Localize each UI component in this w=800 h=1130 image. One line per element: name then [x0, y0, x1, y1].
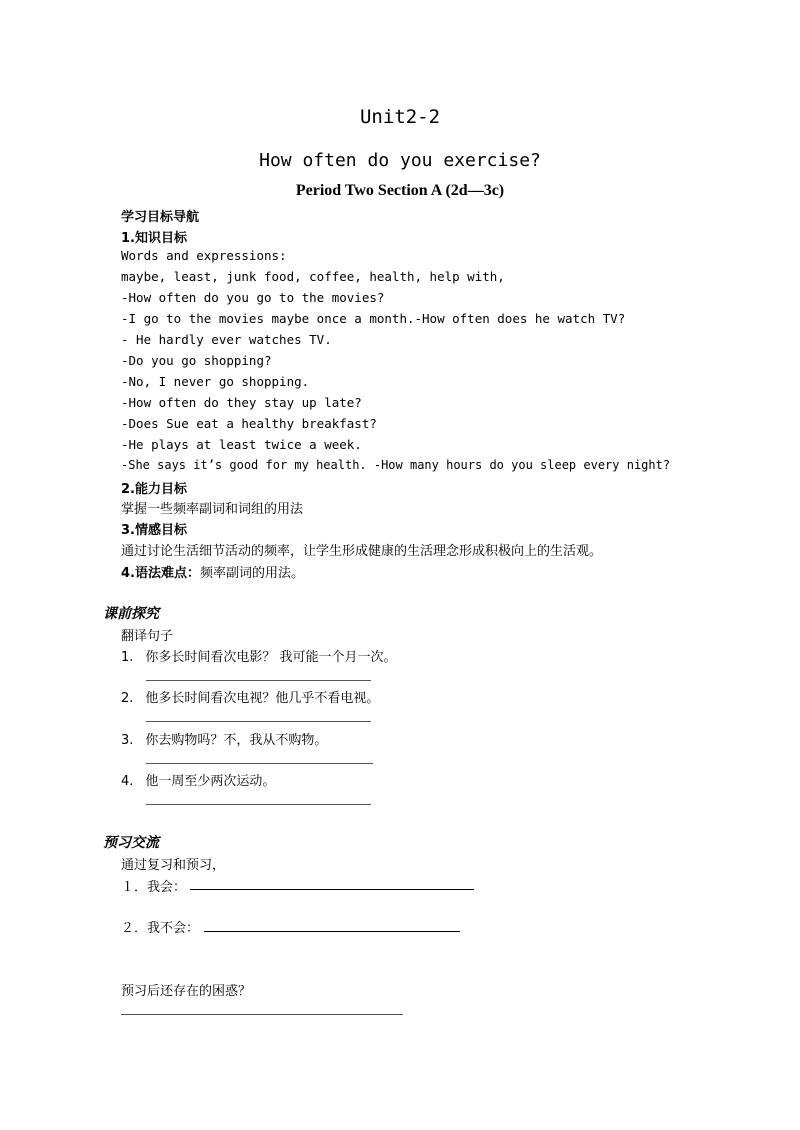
knowledge-line: - He hardly ever watches TV. [121, 332, 332, 347]
translate-item [121, 646, 397, 665]
grammar-heading: 4.语法难点： [121, 566, 200, 581]
ability-text: 掌握一些频率副词和词组的用法 [121, 502, 304, 517]
grammar-text: 频率副词的用法。 [199, 566, 304, 581]
translate-item [121, 687, 379, 706]
cannot-do-label: ２．我不会： [121, 921, 200, 936]
exchange-intro: 通过复习和预习， [121, 858, 226, 873]
knowledge-line: -He plays at least twice a week. [121, 437, 362, 452]
answer-line[interactable] [146, 763, 373, 764]
knowledge-line: maybe, least, junk food, coffee, health, help with, [121, 269, 505, 284]
item-number: 2. [121, 691, 134, 706]
translate-instruction: 翻译句子 [121, 629, 174, 644]
knowledge-line: -How often do they stay up late? [121, 395, 362, 410]
item-text: 你多长时间看次电影？ 我可能一个月一次。 [145, 650, 397, 665]
ability-heading: 2.能力目标 [121, 482, 187, 497]
answer-line[interactable] [146, 680, 371, 681]
period-title: Period Two Section A (2d—3c) [295, 182, 505, 199]
item-number: 1. [121, 650, 134, 665]
doubts-answer-line[interactable] [121, 1014, 403, 1015]
item-text: 他多长时间看次电视？他几乎不看电视。 [145, 691, 380, 706]
preview-explore-heading: 课前探究 [103, 606, 159, 622]
item-text: 你去购物吗？不，我从不购物。 [145, 733, 328, 748]
knowledge-line: -How often do you go to the movies? [121, 290, 385, 305]
answer-line[interactable] [146, 721, 371, 722]
cannot-do-answer-line[interactable] [204, 931, 460, 932]
knowledge-line: -No, I never go shopping. [121, 374, 310, 389]
knowledge-line: -Does Sue eat a healthy breakfast? [121, 416, 377, 431]
knowledge-line: Words and expressions: [121, 248, 287, 263]
knowledge-line: -Do you go shopping? [121, 353, 272, 368]
knowledge-line: -I go to the movies maybe once a month.-How often does he watch TV? [121, 311, 626, 326]
grammar-row [121, 562, 304, 581]
item-number: 4. [121, 774, 134, 789]
translate-item [121, 770, 275, 789]
doubts-prompt: 预习后还存在的困惑？ [121, 984, 252, 999]
answer-line[interactable] [146, 804, 371, 805]
preview-exchange-heading: 预习交流 [103, 835, 159, 851]
can-do-answer-line[interactable] [190, 889, 474, 890]
emotion-heading: 3.情感目标 [121, 523, 187, 538]
emotion-text: 通过讨论生活细节活动的频率，让学生形成健康的生活理念形成积极向上的生活观。 [121, 544, 603, 559]
can-do-label: １．我会： [121, 880, 187, 895]
translate-item [121, 729, 327, 748]
knowledge-heading: 1.知识目标 [121, 231, 187, 246]
item-text: 他一周至少两次运动。 [145, 774, 276, 789]
lesson-question-title: How often do you exercise? [259, 150, 541, 171]
item-number: 3. [121, 733, 134, 748]
knowledge-line: -She says it’s good for my health. -How many hours do you sleep every night? [121, 458, 671, 472]
unit-title: Unit2-2 [359, 106, 441, 128]
objectives-heading: 学习目标导航 [121, 210, 200, 225]
